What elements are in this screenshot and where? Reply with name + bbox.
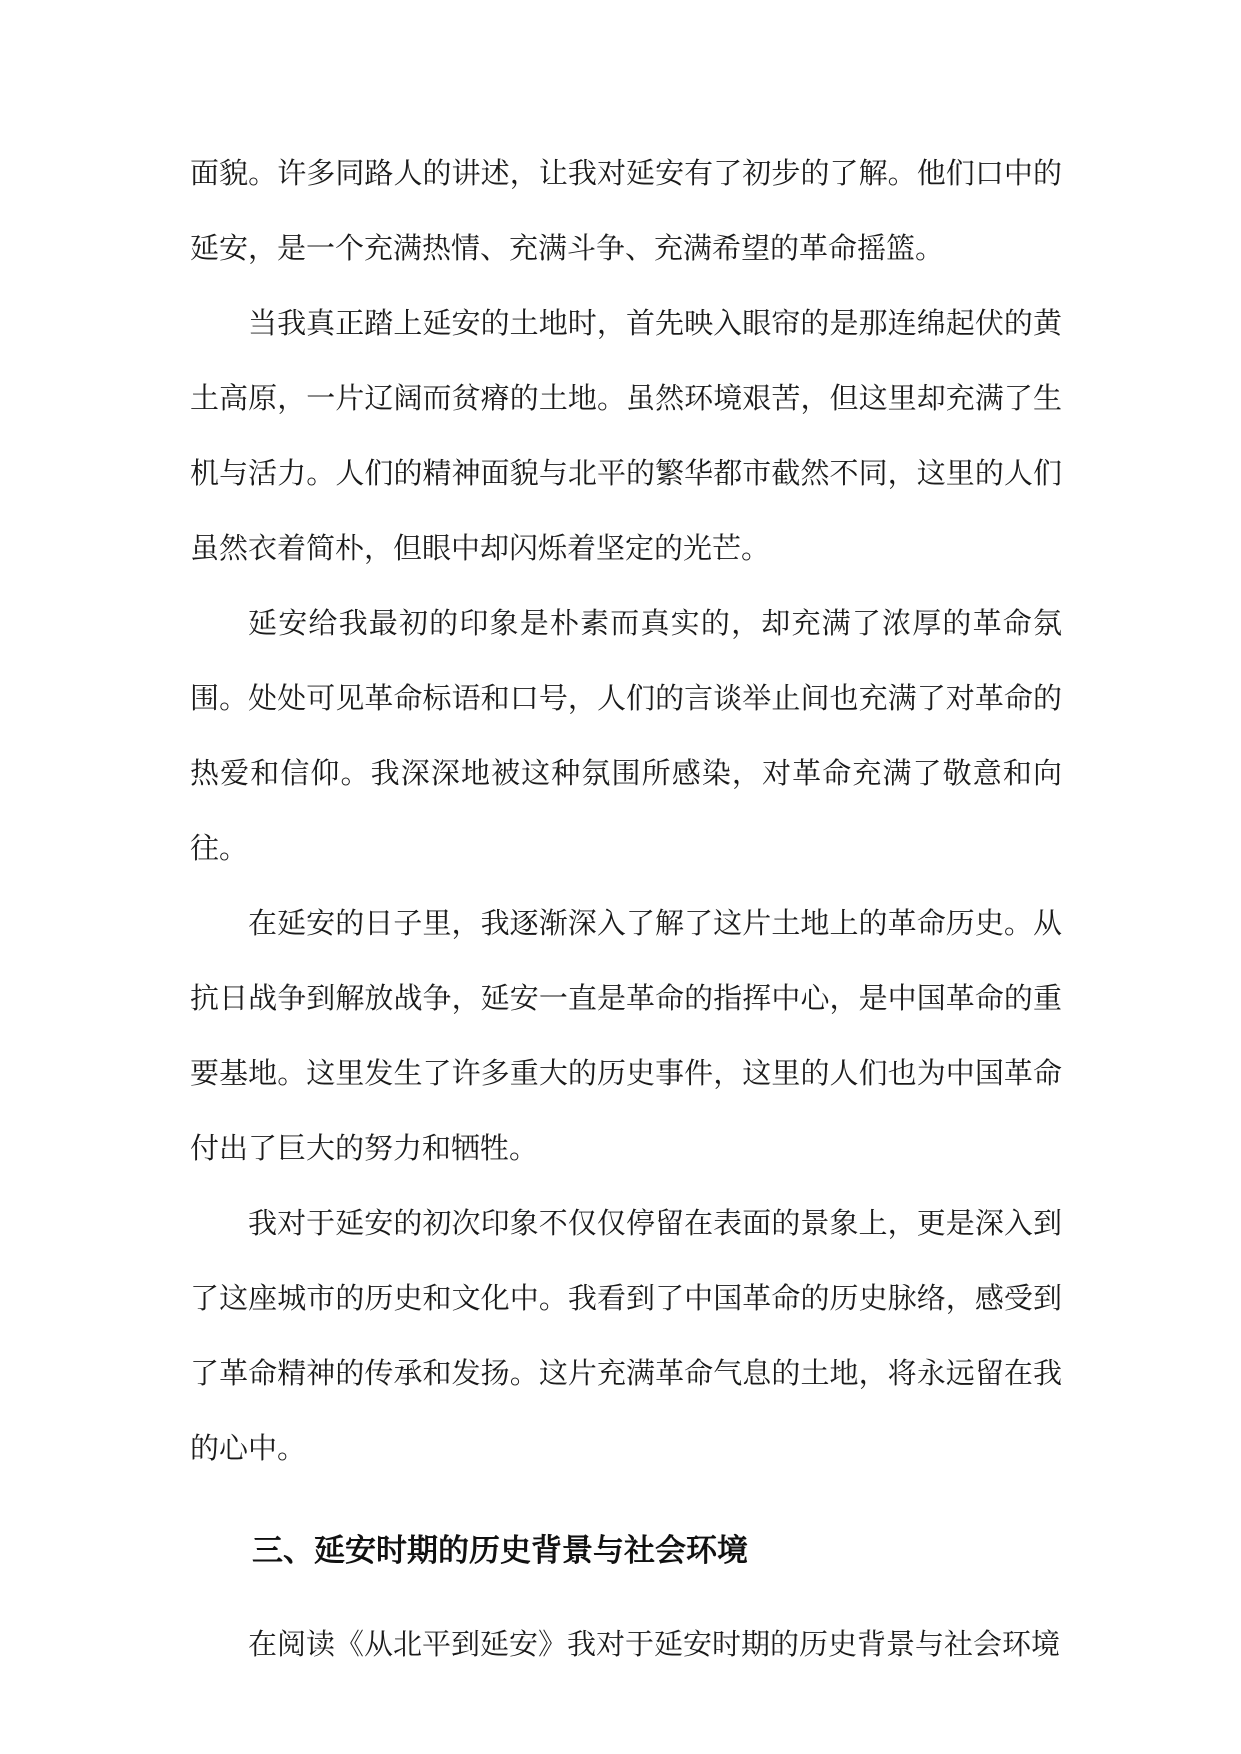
paragraph-section-intro: 在阅读《从北平到延安》我对于延安时期的历史背景与社会环境	[248, 1627, 1061, 1661]
paragraph-conclusion: 我对于延安的初次印象不仅仅停留在表面的景象上，更是深入到了这座城市的历史和文化中。我看到了中国革命的历史脉络，感受到了革命精神的传承和发扬。这片充满革命气息的土地，将永远留在我的心中。	[190, 1206, 1062, 1465]
paragraph-revolution-history: 在延安的日子里，我逐渐深入了解了这片土地上的革命历史。从抗日战争到解放战争，延安一直是革命的指挥中心，是中国革命的重要基地。这里发生了许多重大的历史事件，这里的人们也为中国革命付出了巨大的努力和牺牲。	[190, 906, 1062, 1165]
paragraph-continuation: 面貌。许多同路人的讲述，让我对延安有了初步的了解。他们口中的延安，是一个充满热情、充满斗争、充满希望的革命摇篮。	[190, 156, 1062, 265]
section-heading: 三、延安时期的历史背景与社会环境	[252, 1533, 748, 1569]
document-body	[190, 136, 1062, 1682]
paragraph-first-impression: 延安给我最初的印象是朴素而真实的，却充满了浓厚的革命氛围。处处可见革命标语和口号，人们的言谈举止间也充满了对革命的热爱和信仰。我深深地被这种氛围所感染，对革命充满了敬意和向往。	[190, 606, 1062, 865]
paragraph-arrival: 当我真正踏上延安的土地时，首先映入眼帘的是那连绵起伏的黄土高原，一片辽阔而贫瘠的土地。虽然环境艰苦，但这里却充满了生机与活力。人们的精神面貌与北平的繁华都市截然不同，这里的人们虽然衣着简朴，但眼中却闪烁着坚定的光芒。	[190, 306, 1062, 565]
